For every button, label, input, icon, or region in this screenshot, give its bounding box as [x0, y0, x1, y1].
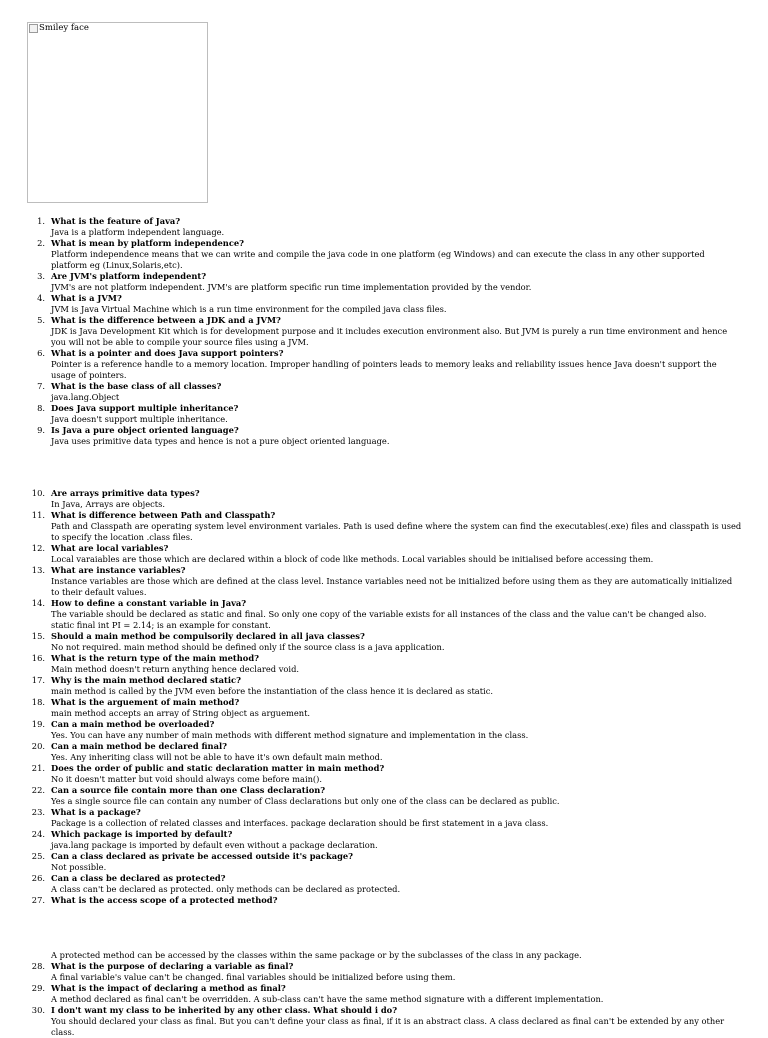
answer-text: A method declared as final can't be overridden. A sub-class can't have the same method signature with a different implementation.	[51, 994, 604, 1004]
question-text: What is the arguement of main method?	[51, 697, 240, 707]
image-alt-text: Smiley face	[39, 23, 89, 33]
question-number: 6.	[37, 348, 45, 358]
smiley-face-image	[27, 22, 208, 203]
question-text: What is the feature of Java?	[51, 216, 181, 226]
question-text: Are JVM's platform independent?	[51, 271, 207, 281]
qa-item	[0, 873, 768, 895]
question-text: What is a pointer and does Java support pointers?	[51, 348, 284, 358]
question-number: 10.	[31, 488, 45, 498]
qa-list-part-2	[0, 488, 768, 1038]
question-number: 21.	[31, 763, 45, 773]
qa-item	[0, 510, 768, 543]
qa-item	[0, 675, 768, 697]
answer-text: JDK is Java Development Kit which is for development purpose and it includes execution environment also. But JVM is purely a run time environment and hence you will not be able to compile your source files using a JVM.	[51, 326, 728, 347]
question-number: 28.	[31, 961, 45, 971]
question-number: 26.	[31, 873, 45, 883]
answer-text: Platform independence means that we can write and compile the java code in one platform (eg Windows) and can execute the class in any other supported platform eg (Linux,Solaris,etc).	[51, 249, 705, 270]
question-text: What is mean by platform independence?	[51, 238, 245, 248]
qa-item	[0, 961, 768, 983]
answer-text: Java doesn't support multiple inheritance.	[51, 414, 228, 424]
question-number: 14.	[31, 598, 45, 608]
answer-text: java.lang.Object	[51, 392, 120, 402]
answer-text: Instance variables are those which are defined at the class level. Instance variables need not be initialized before using them as they are automatically initialized to their default values.	[51, 576, 733, 597]
question-text: I don't want my class to be inherited by any other class. What should i do?	[51, 1005, 398, 1015]
answer-text: java.lang package is imported by default even without a package declaration.	[51, 840, 378, 850]
qa-item	[0, 543, 768, 565]
question-text: What are instance variables?	[51, 565, 186, 575]
question-number: 9.	[37, 425, 45, 435]
question-number: 8.	[37, 403, 45, 413]
answer-text: You should declared your class as final. But you can't define your class as final, if it is an abstract class. A class declared as final can't be extended by any other class.	[51, 1016, 725, 1037]
answer-text: JVM's are not platform independent. JVM's are platform specific run time implementation provided by the vendor.	[51, 282, 532, 292]
qa-item	[0, 238, 768, 271]
question-text: Can a main method be overloaded?	[51, 719, 215, 729]
question-text: Is Java a pure object oriented language?	[51, 425, 239, 435]
question-number: 20.	[31, 741, 45, 751]
question-text: What is the difference between a JDK and a JVM?	[51, 315, 281, 325]
question-number: 15.	[31, 631, 45, 641]
qa-item	[0, 697, 768, 719]
answer-text: In Java, Arrays are objects.	[51, 499, 166, 509]
answer-text-extra: static final int PI = 2.14; is an example for constant.	[51, 620, 271, 630]
question-text: Why is the main method declared static?	[51, 675, 241, 685]
answer-text: Package is a collection of related classes and interfaces. package declaration should be first statement in a java class.	[51, 818, 549, 828]
question-text: What is a package?	[51, 807, 141, 817]
qa-item	[0, 807, 768, 829]
qa-item	[0, 425, 768, 447]
question-text: How to define a constant variable in Java?	[51, 598, 247, 608]
question-text: Are arrays primitive data types?	[51, 488, 200, 498]
question-number: 1.	[37, 216, 45, 226]
qa-item	[0, 403, 768, 425]
question-number: 2.	[37, 238, 45, 248]
question-number: 13.	[31, 565, 45, 575]
question-number: 19.	[31, 719, 45, 729]
qa-item	[0, 1005, 768, 1038]
broken-image-icon	[29, 24, 38, 33]
qa-item	[0, 653, 768, 675]
question-number: 7.	[37, 381, 45, 391]
question-number: 29.	[31, 983, 45, 993]
question-text: What is the base class of all classes?	[51, 381, 222, 391]
qa-item	[0, 381, 768, 403]
answer-text: main method accepts an array of String object as arguement.	[51, 708, 311, 718]
answer-text: Not possible.	[51, 862, 107, 872]
question-text: What is a JVM?	[51, 293, 122, 303]
question-number: 18.	[31, 697, 45, 707]
qa-item	[0, 293, 768, 315]
qa-item	[0, 851, 768, 873]
answer-text: Yes. You can have any number of main methods with different method signature and implementation in the class.	[51, 730, 529, 740]
question-number: 3.	[37, 271, 45, 281]
question-text: Which package is imported by default?	[51, 829, 233, 839]
question-text: Should a main method be compulsorily declared in all java classes?	[51, 631, 365, 641]
question-number: 27.	[31, 895, 45, 905]
answer-text: Java uses primitive data types and hence is not a pure object oriented language.	[51, 436, 390, 446]
question-number: 5.	[37, 315, 45, 325]
qa-item	[0, 741, 768, 763]
answer-text: Yes. Any inheriting class will not be able to have it's own default main method.	[51, 752, 383, 762]
qa-item	[0, 829, 768, 851]
question-number: 4.	[37, 293, 45, 303]
question-text: Does Java support multiple inheritance?	[51, 403, 239, 413]
question-text: What is the impact of declaring a method as final?	[51, 983, 286, 993]
answer-text: No not required. main method should be defined only if the source class is a java application.	[51, 642, 445, 652]
qa-item	[0, 348, 768, 381]
question-number: 23.	[31, 807, 45, 817]
question-text: What is the return type of the main method?	[51, 653, 259, 663]
answer-text: A protected method can be accessed by the classes within the same package or by the subclasses of the class in any package.	[51, 950, 582, 960]
question-text: What is the purpose of declaring a variable as final?	[51, 961, 294, 971]
question-text: Does the order of public and static declaration matter in main method?	[51, 763, 385, 773]
qa-item	[0, 719, 768, 741]
qa-item	[0, 488, 768, 510]
qa-item	[0, 631, 768, 653]
question-number: 22.	[31, 785, 45, 795]
qa-item	[0, 598, 768, 631]
answer-text: Main method doesn't return anything hence declared void.	[51, 664, 300, 674]
qa-item	[0, 763, 768, 785]
answer-text: main method is called by the JVM even before the instantiation of the class hence it is declared as static.	[51, 686, 493, 696]
qa-item	[0, 271, 768, 293]
answer-text: Local varaiables are those which are declared within a block of code like methods. Local variables should be initialised before accessing them.	[51, 554, 654, 564]
question-text: Can a main method be declared final?	[51, 741, 227, 751]
question-text: What are local variables?	[51, 543, 169, 553]
page-gap	[51, 906, 742, 950]
question-number: 30.	[31, 1005, 45, 1015]
qa-item	[0, 565, 768, 598]
answer-text: Yes a single source file can contain any number of Class declarations but only one of the class can be declared as public.	[51, 796, 560, 806]
question-number: 25.	[31, 851, 45, 861]
answer-text: A class can't be declared as protected. only methods can be declared as protected.	[51, 884, 401, 894]
qa-item	[0, 315, 768, 348]
answer-text: Java is a platform independent language.	[51, 227, 225, 237]
answer-text: Path and Classpath are operating system level environment variales. Path is used define where the system can find the executables(.exe) files and classpath is used to specify the location .class files.	[51, 521, 742, 542]
answer-text: JVM is Java Virtual Machine which is a run time environment for the compiled java class files.	[51, 304, 447, 314]
question-number: 24.	[31, 829, 45, 839]
question-number: 16.	[31, 653, 45, 663]
question-text: Can a class declared as private be accessed outside it's package?	[51, 851, 354, 861]
question-text: Can a source file contain more than one Class declaration?	[51, 785, 326, 795]
question-number: 11.	[31, 510, 45, 520]
qa-item	[0, 785, 768, 807]
qa-item	[0, 895, 768, 961]
question-text: What is difference between Path and Classpath?	[51, 510, 276, 520]
qa-item	[0, 983, 768, 1005]
qa-item	[0, 216, 768, 238]
answer-text: Pointer is a reference handle to a memory location. Improper handling of pointers leads to memory leaks and reliability issues hence Java doesn't support the usage of pointers.	[51, 359, 717, 380]
question-text: What is the access scope of a protected method?	[51, 895, 278, 905]
question-number: 12.	[31, 543, 45, 553]
question-text: Can a class be declared as protected?	[51, 873, 226, 883]
qa-list-part-1	[0, 216, 768, 447]
answer-text: No it doesn't matter but void should always come before main().	[51, 774, 323, 784]
question-number: 17.	[31, 675, 45, 685]
answer-text: A final variable's value can't be changed. final variables should be initialized before using them.	[51, 972, 456, 982]
answer-text: The variable should be declared as static and final. So only one copy of the variable exists for all instances of the class and the value can't be changed also.	[51, 609, 707, 619]
